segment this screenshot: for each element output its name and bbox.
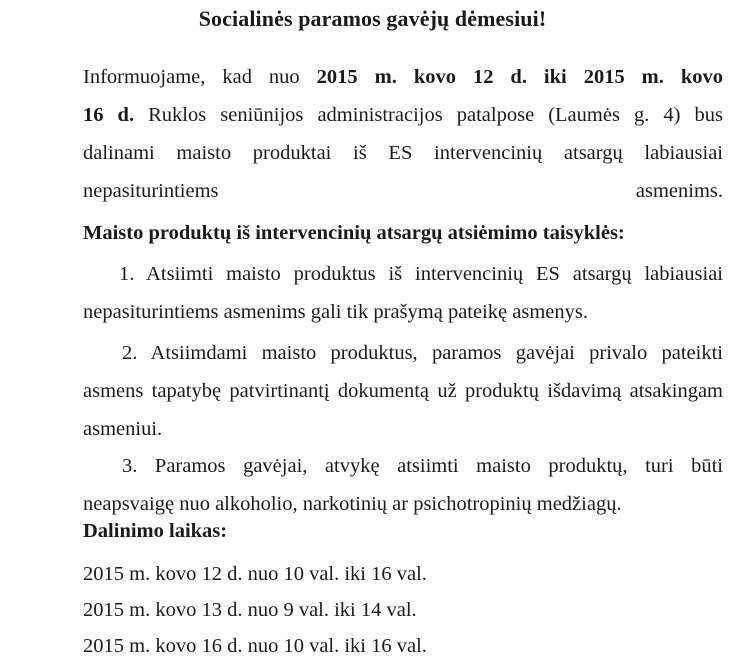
rule-line: 1. Atsiimti maisto produktus iš intervencinių ES atsargų labiausiai (119, 263, 723, 285)
rule-line: 3. Paramos gavėjai, atvykę atsiimti maisto produktų, turi būti (122, 455, 723, 477)
rule-line: asmeniui. (83, 418, 163, 440)
intro-line-2 (83, 96, 723, 134)
intro-text: Informuojame, kad nuo (83, 66, 300, 88)
rule-item (83, 255, 723, 331)
rule-line: nepasiturintiems asmenims gali tik prašymą pateikę asmenys. (83, 301, 588, 323)
schedule-item: 2015 m. kovo 16 d. nuo 10 val. iki 16 val. (83, 635, 427, 657)
schedule-heading: Dalinimo laikas: (83, 520, 228, 542)
rule-line: asmens tapatybę patvirtinantį dokumentą už produktų išdavimą atsakingam (83, 380, 723, 402)
rule-item (83, 334, 723, 448)
rules-heading: Maisto produktų iš intervencinių atsargų atsiėmimo taisyklės: (83, 222, 625, 244)
page-title: Socialinės paramos gavėjų dėmesiui! (198, 6, 547, 31)
schedule-item: 2015 m. kovo 12 d. nuo 10 val. iki 16 val. (83, 563, 427, 585)
intro-line-3: dalinami maisto produktai iš ES intervencinių atsargų labiausiai (83, 142, 723, 164)
rule-line: 2. Atsiimdami maisto produktus, paramos gavėjai privalo pateikti (122, 342, 723, 364)
intro-line-4: nepasiturintiems asmenims. (83, 180, 723, 202)
rule-item (83, 447, 723, 523)
rule-line: neapsvaigę nuo alkoholio, narkotinių ar psichotropinių medžiagų. (83, 493, 622, 515)
schedule-list (83, 556, 427, 664)
intro-location: Ruklos seniūnijos administracijos patalpose (Laumės g. 4) bus (148, 104, 723, 126)
date-range-start: 2015 m. kovo 12 d. iki 2015 m. kovo (316, 66, 723, 88)
intro-paragraph (83, 58, 723, 210)
date-range-end: 16 d. (83, 104, 135, 126)
schedule-item: 2015 m. kovo 13 d. nuo 9 val. iki 14 val. (83, 599, 417, 621)
intro-line-1 (83, 58, 723, 96)
